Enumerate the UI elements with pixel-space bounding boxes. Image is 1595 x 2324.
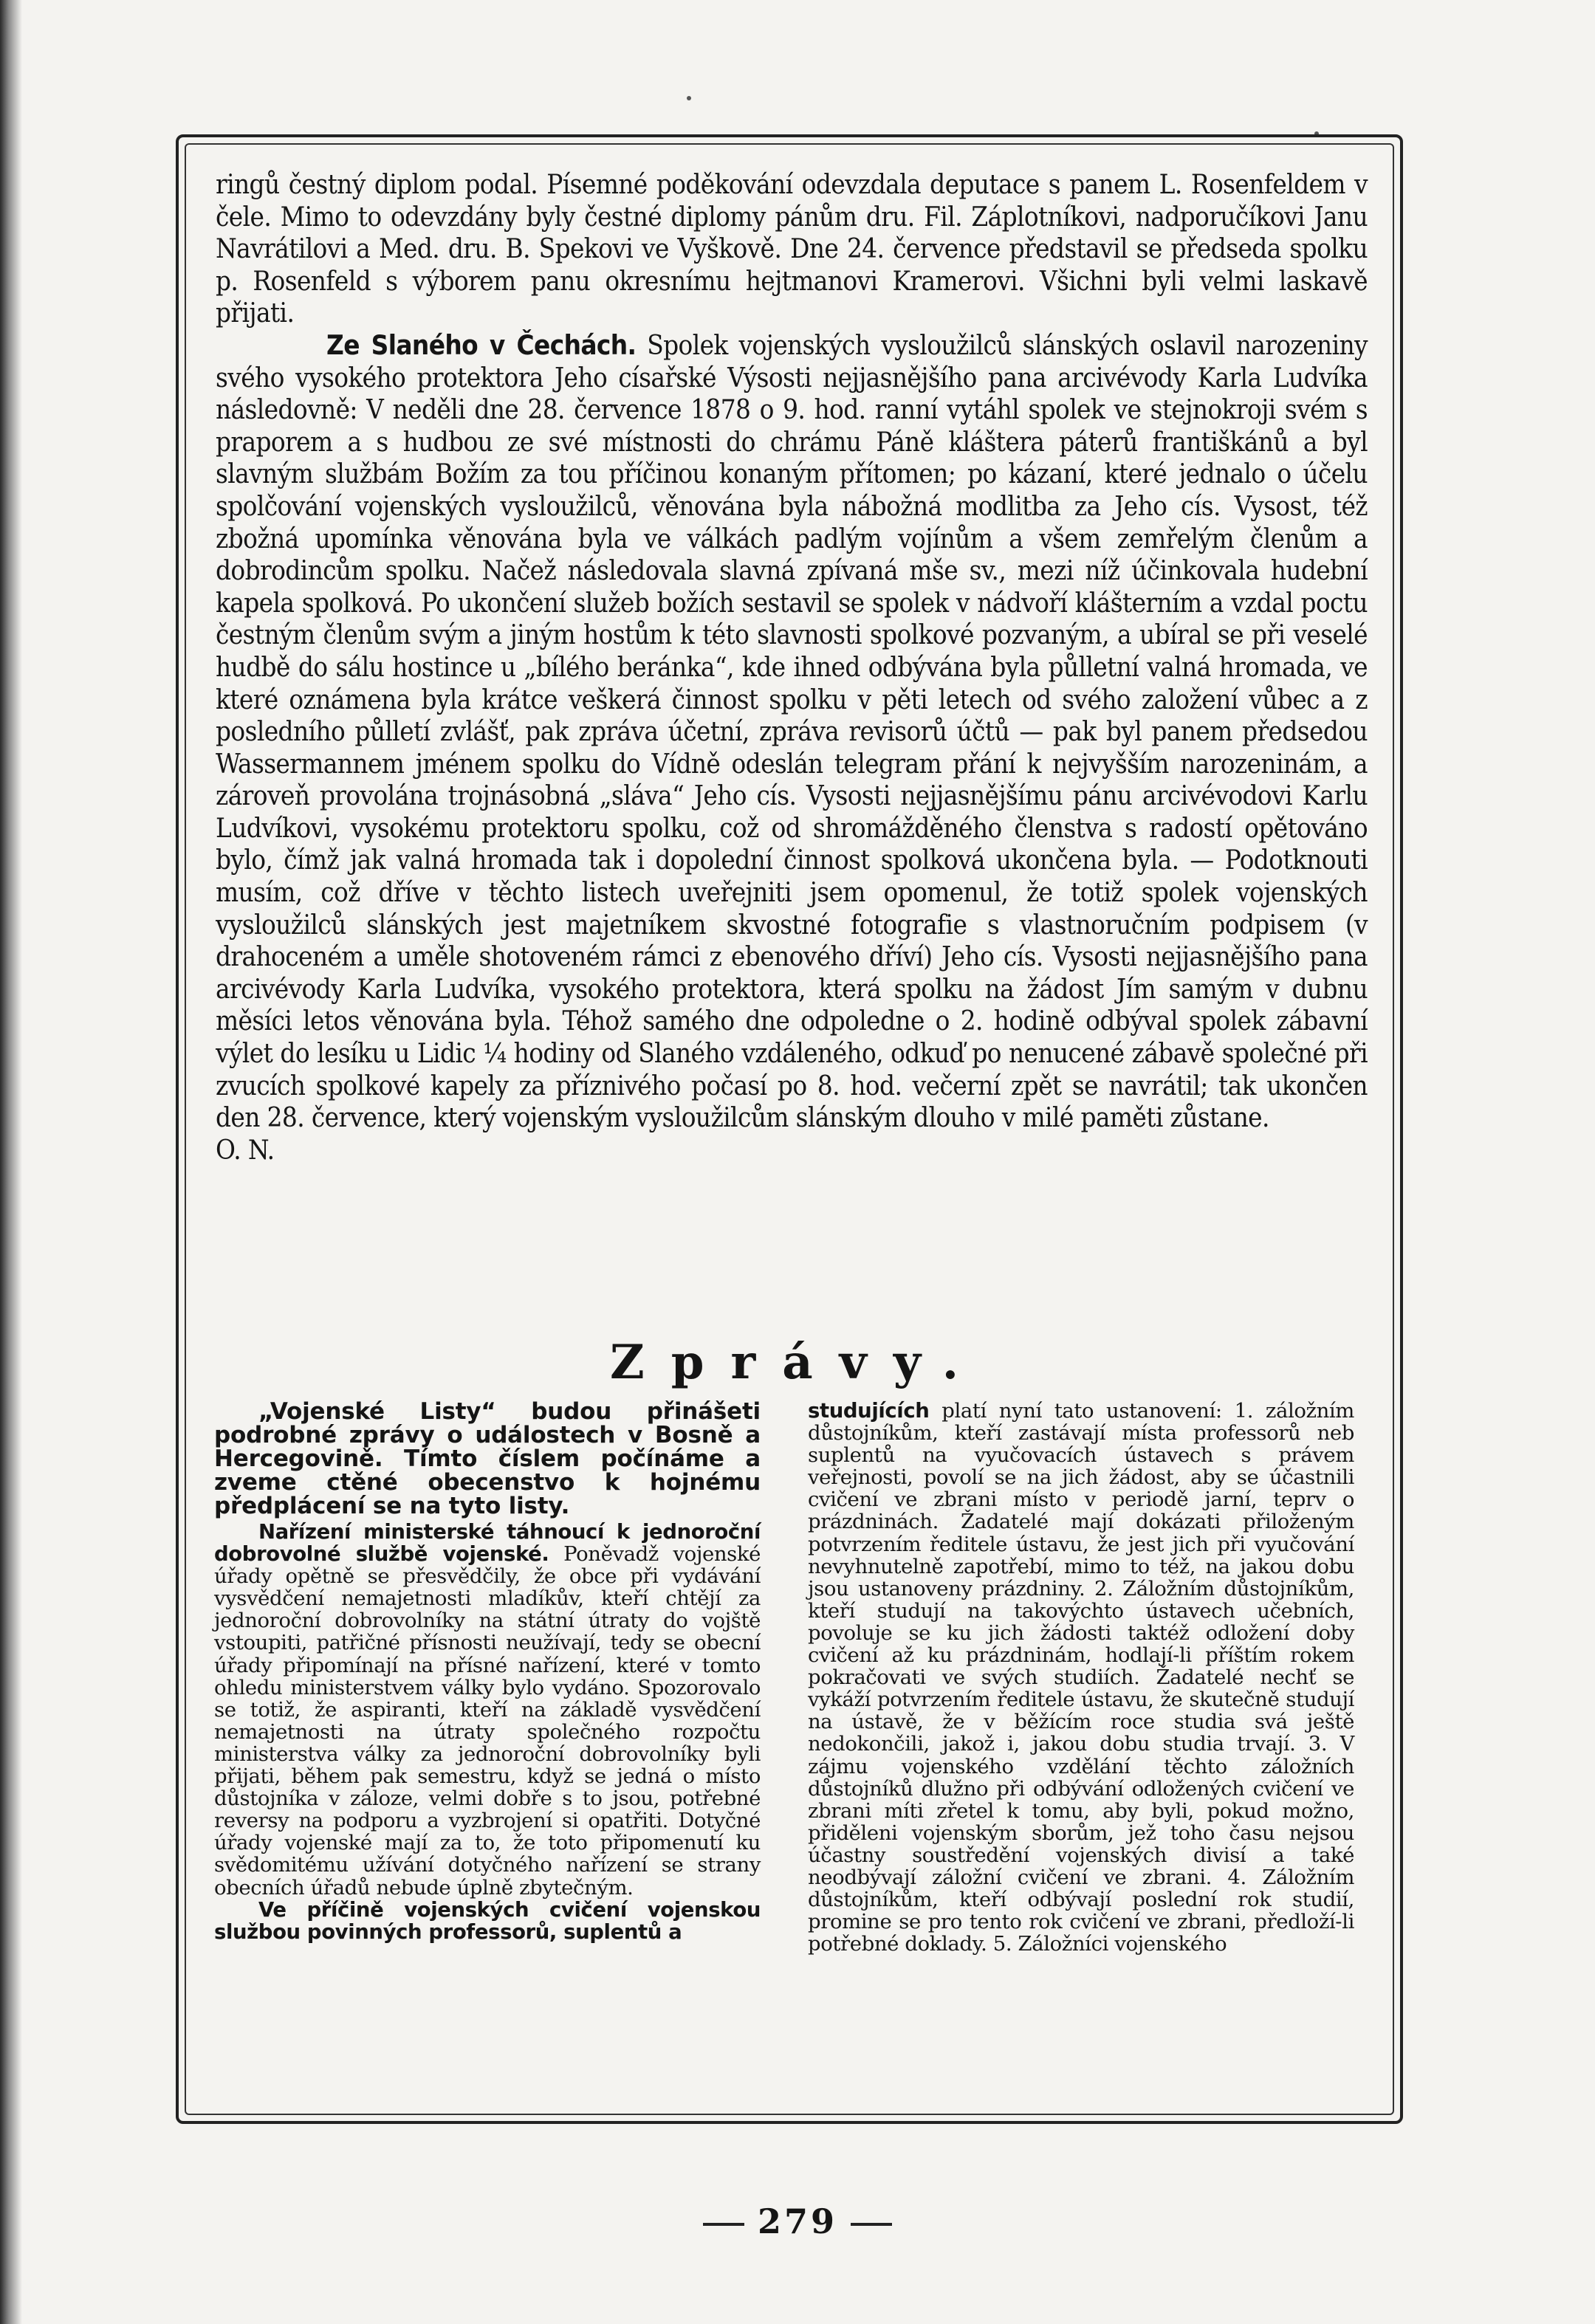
page-number-dash-right [851,2223,892,2226]
section-heading: Zprávy. [610,1335,985,1390]
announcement-paragraph: „Vojenské Listy“ budou přinášeti podrobné zprávy o událostech v Bosně a Hercegovině. Tímto číslem počínáme a zveme ctěné obecenstvo k hojnému předplácení se na tyto listy. [214,1398,761,1519]
binding-shadow [0,0,22,2324]
article-paragraph-2 [216,329,1368,1134]
news-right-column [808,1400,1354,1955]
article-signature: O. N. [216,1133,275,1166]
news-item-2-continued-body: platí nyní tato ustanovení: 1. záložním důstojníkům, kteří zastávají místa professorů neb suplentů na vyučovacích ústavech s právem veřejnosti, povolí se na jich žádost, aby se účastnili cvičení ve zbrani místo v periodě jarní, teprv o prázdninách. Žadatelé mají dokázati přiloženým potvrzením ředitele ústavu, že jest jich při vyučování nevyhnutelně zapotřebí, mimo to též, na jakou dobu jsou ustanoveny prázdniny. 2. Záložním důstojníkům, kteří studují na takovýchto ústavech učebních, povoluje se ku jich žádosti taktéž odložení doby cvičení až ku prázdninám, hodlají-li příštím rokem pokračovati ve svých studiích. Žadatelé nechť se vykáží potvrzením ředitele ústavu, že skutečně studují na ústavě, že v běžícím roce studia svá ještě nedokončili, jakož i, jakou dobu studia trvají. 3. V zájmu vojenského vzdělání těchto záložních důstojníků dlužno při odbývání odložených cvičení ve zbrani míti zřetel k tomu, aby byli, pokud možno, přiděleni vojenským sborům, jež toho času nejsou účastny soustředění vojenských divisí a také neodbývají záložní cvičení ve zbrani. 4. Záložním důstojníkům, kteří odbývají poslední rok studií, promine se pro tento rok cvičení ve zbrani, předloží-li potřebné doklady. 5. Záložníci vojenského [808,1399,1354,1956]
news-item-2-continued-lead: studujících [808,1399,930,1423]
article-paragraph-1: ringů čestný diplom podal. Písemné poděkování odevzdala deputace s panem L. Rosenfeldem v čele. Mimo to odevzdány byly čestné diplomy pánům dru. Fil. Záplotníkovi, nadporučíkovi Janu Navrátilovi a Med. dru. B. Spekovi ve Vyškově. Dne 24. července představil se předseda spolku p. Rosenfeld s výborem panu okresnímu hejtmanovi Kramerovi. Všichni byli velmi laskavě přijati. [216,168,1368,329]
news-item-1 [214,1521,761,1899]
article-paragraph-2-lead: Ze Slaného v Čechách. [326,329,637,361]
article-paragraph-2-body: Spolek vojenských vysloužilců slánských oslavil narozeniny svého vysokého protektora Jeho císařské Výsosti nejjasnějšího pana arcivévody Karla Ludvíka následovně: V neděli dne 28. července 1878 o 9. hod. ranní vytáhl spolek ve stejnokroji svém s praporem a s hudbou ze své místnosti do chrámu Páně kláštera páterů františkánů a byl slavným službám Božím za tou příčinou konaným přítomen; po kázaní, které jednalo o účelu spolčování vojenských vysloužilců, věnována byla nábožná modlitba za Jeho cís. Vysost, též zbožná upomínka věnována byla ve válkách padlým vojínům a všem zemřelým členům a dobrodincům spolku. Načež následovala slavná zpívaná mše sv., mezi níž účinkovala hudební kapela spolková. Po ukončení služeb božích sestavil se spolek v nádvoří klášterním a vzdal poctu čestným členům svým a jiným hostům k této slavnosti spolkové pozvaným, a ubíral se při veselé hudbě do sálu hostince u „bílého beránka“, kde ihned odbývána byla půlletní valná hromada, ve které oznámena byla krátce veškerá činnost spolku v pěti letech od svého založení vůbec a z posledního půlletí zvlášť, pak zpráva účetní, zpráva revisorů účtů — pak byl panem předsedou Wassermannem jménem spolku do Vídně odeslán telegram přání k nejvyšším narozeninám, a zároveň provolána trojnásobná „sláva“ Jeho cís. Vysosti nejjasnějšímu pánu arcivévodovi Karlu Ludvíkovi, vysokému protektoru spolku, což od shromážděného členstva s radostí opětováno bylo, čímž jak valná hromada tak i dopolední činnost spolková ukončena byla. — Podotknouti musím, což dříve v těchto listech uveřejniti jsem opomenul, že totiž spolek vojenských vysloužilců slánských jest majetníkem skvostné fotografie s vlastnoručním podpisem (v drahoceném a uměle shotoveném rámci z ebenového dříví) Jeho cís. Vysosti nejjasnějšího pana arcivévody Karla Ludvíka, vysokého protektora, která spolku na žádost Jím samým v dubnu měsíci letos věnována byla. Téhož samého dne odpoledne o 2. hodině odbýval spolek zábavní výlet do lesíku u Lidic ¼ hodiny od Slaného vzdáleného, odkuď po nenucené zábavě společné při zvucích spolkové kapely za příznivého počasí po 8. hod. večerní zpět se navrátil; tak ukončen den 28. července, který vojenským vysloužilcům slánským dlouho v milé paměti zůstane. [216,329,1368,1134]
news-item-1-body: Poněvadž vojenské úřady opětně se přesvědčily, že obce při vydávání vysvědčení nemajetnosti mladíkův, kteří chtějí za jednoroční dobrovolníky na státní útraty do vojště vstoupiti, patřičné přísnosti neužívají, tedy se obecní úřady připomínají na přísné nařízení, které v tomto ohledu ministerstvem války bylo vydáno. Spozorovalo se totiž, že aspiranti, kteří na základě vysvědčení nemajetnosti na útraty společného rozpočtu ministerstva války za jednoroční dobrovolníky byli přijati, během pak semestru, když se jedná o místo důstojníka v záloze, velmi dobře s to jsou, potřebné reversy na podporu a vyzbrojení si opatřiti. Dotyčné úřady vojenské mají za to, že toto připomenutí ku svědomitému užívání dotyčného nařízení se strany obecních úřadů nebude úplně zbytečným. [214,1542,761,1900]
news-item-1-lead: Nařízení ministerské táhnoucí k jednoroční dobrovolné službě vojenské. [214,1520,761,1567]
news-left-column [214,1400,761,1943]
page-number-dash-left [703,2223,744,2226]
ink-spot [687,96,691,100]
page-number-value: 279 [757,2201,838,2241]
main-article [216,168,1368,1166]
news-item-2-continued [808,1400,1354,1955]
news-item-2-lead: Ve příčině vojenských cvičení vojenskou službou povinných professorů, suplentů a [214,1897,761,1944]
page-number [665,2201,930,2241]
